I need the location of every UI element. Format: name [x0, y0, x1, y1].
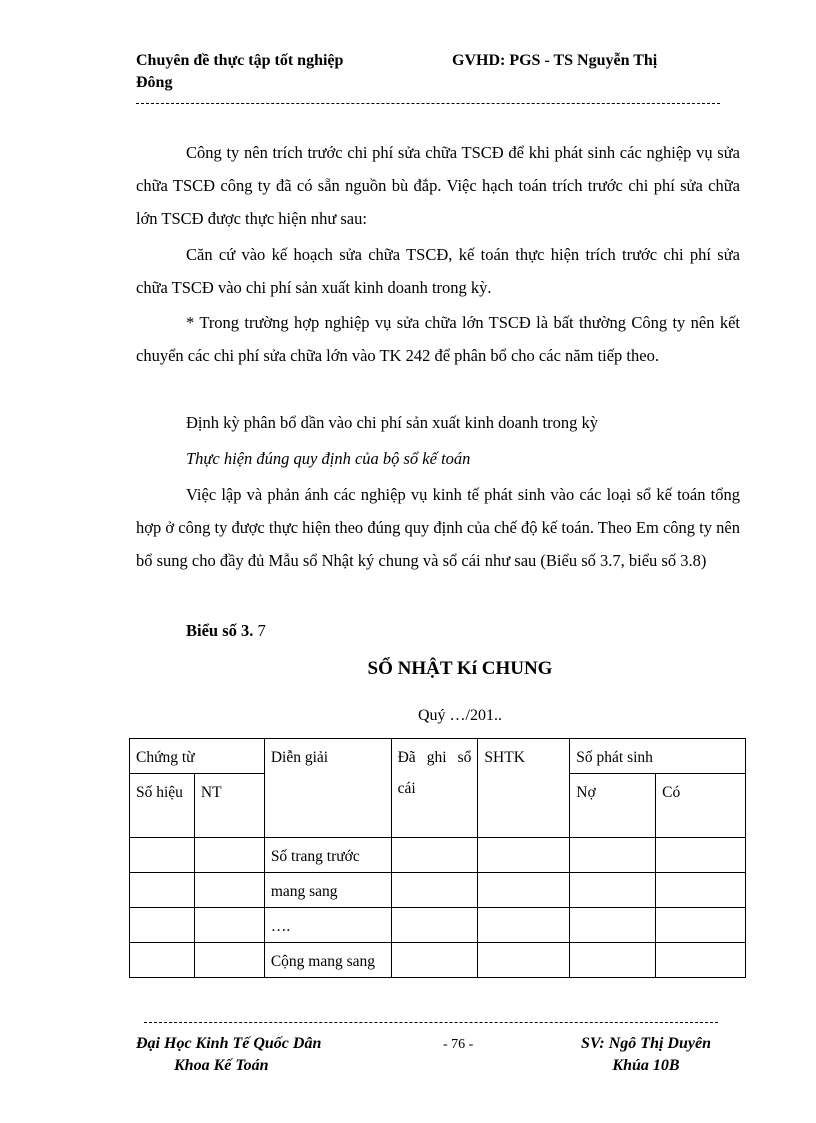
footer-right	[566, 1033, 726, 1077]
header-so-hieu: Số hiệu	[130, 774, 195, 838]
cell	[391, 873, 478, 908]
cell	[656, 838, 746, 873]
cell	[570, 838, 656, 873]
header-nt: NT	[194, 774, 264, 838]
ledger-period: Quý …/201..	[418, 707, 502, 724]
cell	[478, 873, 570, 908]
header-divider	[136, 103, 720, 104]
header-left	[136, 50, 343, 94]
cell	[391, 943, 478, 978]
cell	[130, 838, 195, 873]
section-heading: Thực hiện đúng quy định của bộ sổ kế toán	[186, 449, 471, 468]
ledger-table	[129, 738, 746, 978]
cell	[194, 943, 264, 978]
header-title-wrap: Đông	[136, 74, 173, 91]
paragraph-4: Định kỳ phân bổ dần vào chi phí sản xuất kinh doanh trong kỳ	[186, 413, 598, 432]
bieu-label	[186, 614, 266, 647]
row-cong-mang-sang: Cộng mang sang	[264, 943, 391, 978]
header-title: Chuyên đề thực tập tốt nghiệp	[136, 52, 344, 69]
cell	[130, 873, 195, 908]
bieu-label-text: Biểu số 3.	[186, 621, 254, 640]
cell	[656, 943, 746, 978]
header-so-phat-sinh: Số phát sinh	[570, 739, 746, 774]
cell	[194, 838, 264, 873]
cell	[656, 873, 746, 908]
header-dien-giai: Diễn giải	[264, 739, 391, 838]
header-shtk: SHTK	[478, 739, 570, 838]
paragraph-2: Căn cứ vào kế hoạch sửa chữa TSCĐ, kế toán thực hiện trích trước chi phí sửa chữa TSCĐ vào chi phí sản xuất kinh doanh trong kỳ.	[136, 245, 740, 297]
cell	[391, 908, 478, 943]
table-header-row	[130, 739, 746, 774]
footer-student: SV: Ngô Thị Duyên	[581, 1035, 711, 1052]
table-row	[130, 943, 746, 978]
bieu-label-number: 7	[253, 621, 266, 640]
cell	[194, 873, 264, 908]
footer-university: Đại Học Kinh Tế Quốc Dân	[136, 1035, 322, 1052]
cell	[478, 838, 570, 873]
footer-left	[136, 1033, 321, 1077]
row-ellipsis: ….	[264, 908, 391, 943]
cell	[570, 873, 656, 908]
footer-faculty: Khoa Kế Toán	[174, 1057, 269, 1074]
cell	[194, 908, 264, 943]
cell	[130, 908, 195, 943]
cell	[656, 908, 746, 943]
cell	[478, 943, 570, 978]
table-row	[130, 908, 746, 943]
header-chung-tu: Chứng từ	[130, 739, 265, 774]
footer-class: Khúa 10B	[612, 1057, 680, 1074]
table-row	[130, 873, 746, 908]
header-co: Có	[656, 774, 746, 838]
row-so-trang-truoc: Số trang trước	[264, 838, 391, 873]
ledger-title: SỔ NHẬT Kí CHUNG	[367, 658, 553, 679]
header-da-ghi-so-cai: Đã ghi sổ cái	[391, 739, 478, 838]
page-number: - 76 -	[443, 1037, 474, 1052]
cell	[391, 838, 478, 873]
paragraph-6: Việc lập và phản ánh các nghiệp vụ kinh tế phát sinh vào các loại sổ kế toán tổng hợp ở công ty được thực hiện theo đúng quy định của chế độ kế toán. Theo Em công ty nên bổ sung cho đầy đủ Mẫu sổ Nhật ký chung và sổ cái như sau (Biểu số 3.7, biểu số 3.8)	[136, 485, 740, 570]
cell	[478, 908, 570, 943]
paragraph-3: * Trong trường hợp nghiệp vụ sửa chữa lớn TSCĐ là bất thường Công ty nên kết chuyển các chi phí sửa chữa lớn vào TK 242 để phân bổ cho các năm tiếp theo.	[136, 313, 740, 365]
cell	[570, 908, 656, 943]
header-supervisor: GVHD: PGS - TS Nguyễn Thị	[452, 52, 658, 69]
row-mang-sang: mang sang	[264, 873, 391, 908]
cell	[570, 943, 656, 978]
table-row	[130, 838, 746, 873]
footer-divider	[144, 1022, 718, 1023]
paragraph-1: Công ty nên trích trước chi phí sửa chữa TSCĐ để khi phát sinh các nghiệp vụ sửa chữa TSCĐ công ty đã có sẵn nguồn bù đắp. Việc hạch toán trích trước chi phí sửa chữa lớn TSCĐ được thực hiện như sau:	[136, 143, 740, 228]
header-no: Nợ	[570, 774, 656, 838]
cell	[130, 943, 195, 978]
